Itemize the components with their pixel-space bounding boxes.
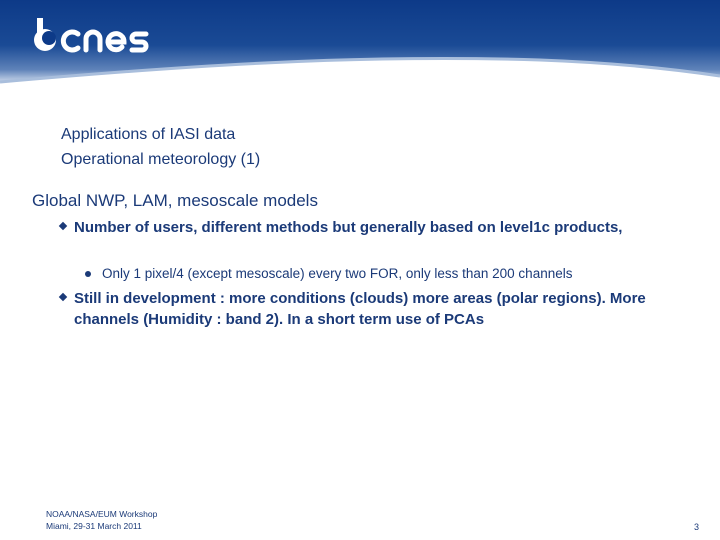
bullet-item-1-text: Number of users, different methods but generally based on level1c products, [74, 219, 623, 236]
cnes-logo [26, 14, 156, 58]
sub-bullet-item-text: Only 1 pixel/4 (except mesoscale) every two FOR, only less than 200 channels [102, 266, 573, 281]
slide-title-line-1: Applications of IASI data [61, 126, 236, 143]
sub-bullet-item [85, 265, 572, 283]
bullet-item-2-text: Still in development : more conditions (clouds) more areas (polar regions). More channels (Humidity : band 2). In a short term use of PCAs [74, 290, 646, 328]
footer-date-location: Miami, 29-31 March 2011 [46, 521, 142, 531]
dot-bullet-icon [85, 271, 91, 277]
page-number: 3 [694, 522, 700, 532]
bullet-item-2 [60, 288, 660, 330]
slide-title [61, 122, 260, 172]
slide-title-line-2: Operational meteorology (1) [61, 151, 261, 168]
header-banner [0, 0, 720, 82]
section-heading: Global NWP, LAM, mesoscale models [32, 191, 318, 210]
bullet-item-1 [60, 217, 660, 238]
footer-info [46, 508, 157, 532]
footer-workshop: NOAA/NASA/EUM Workshop [46, 509, 158, 519]
